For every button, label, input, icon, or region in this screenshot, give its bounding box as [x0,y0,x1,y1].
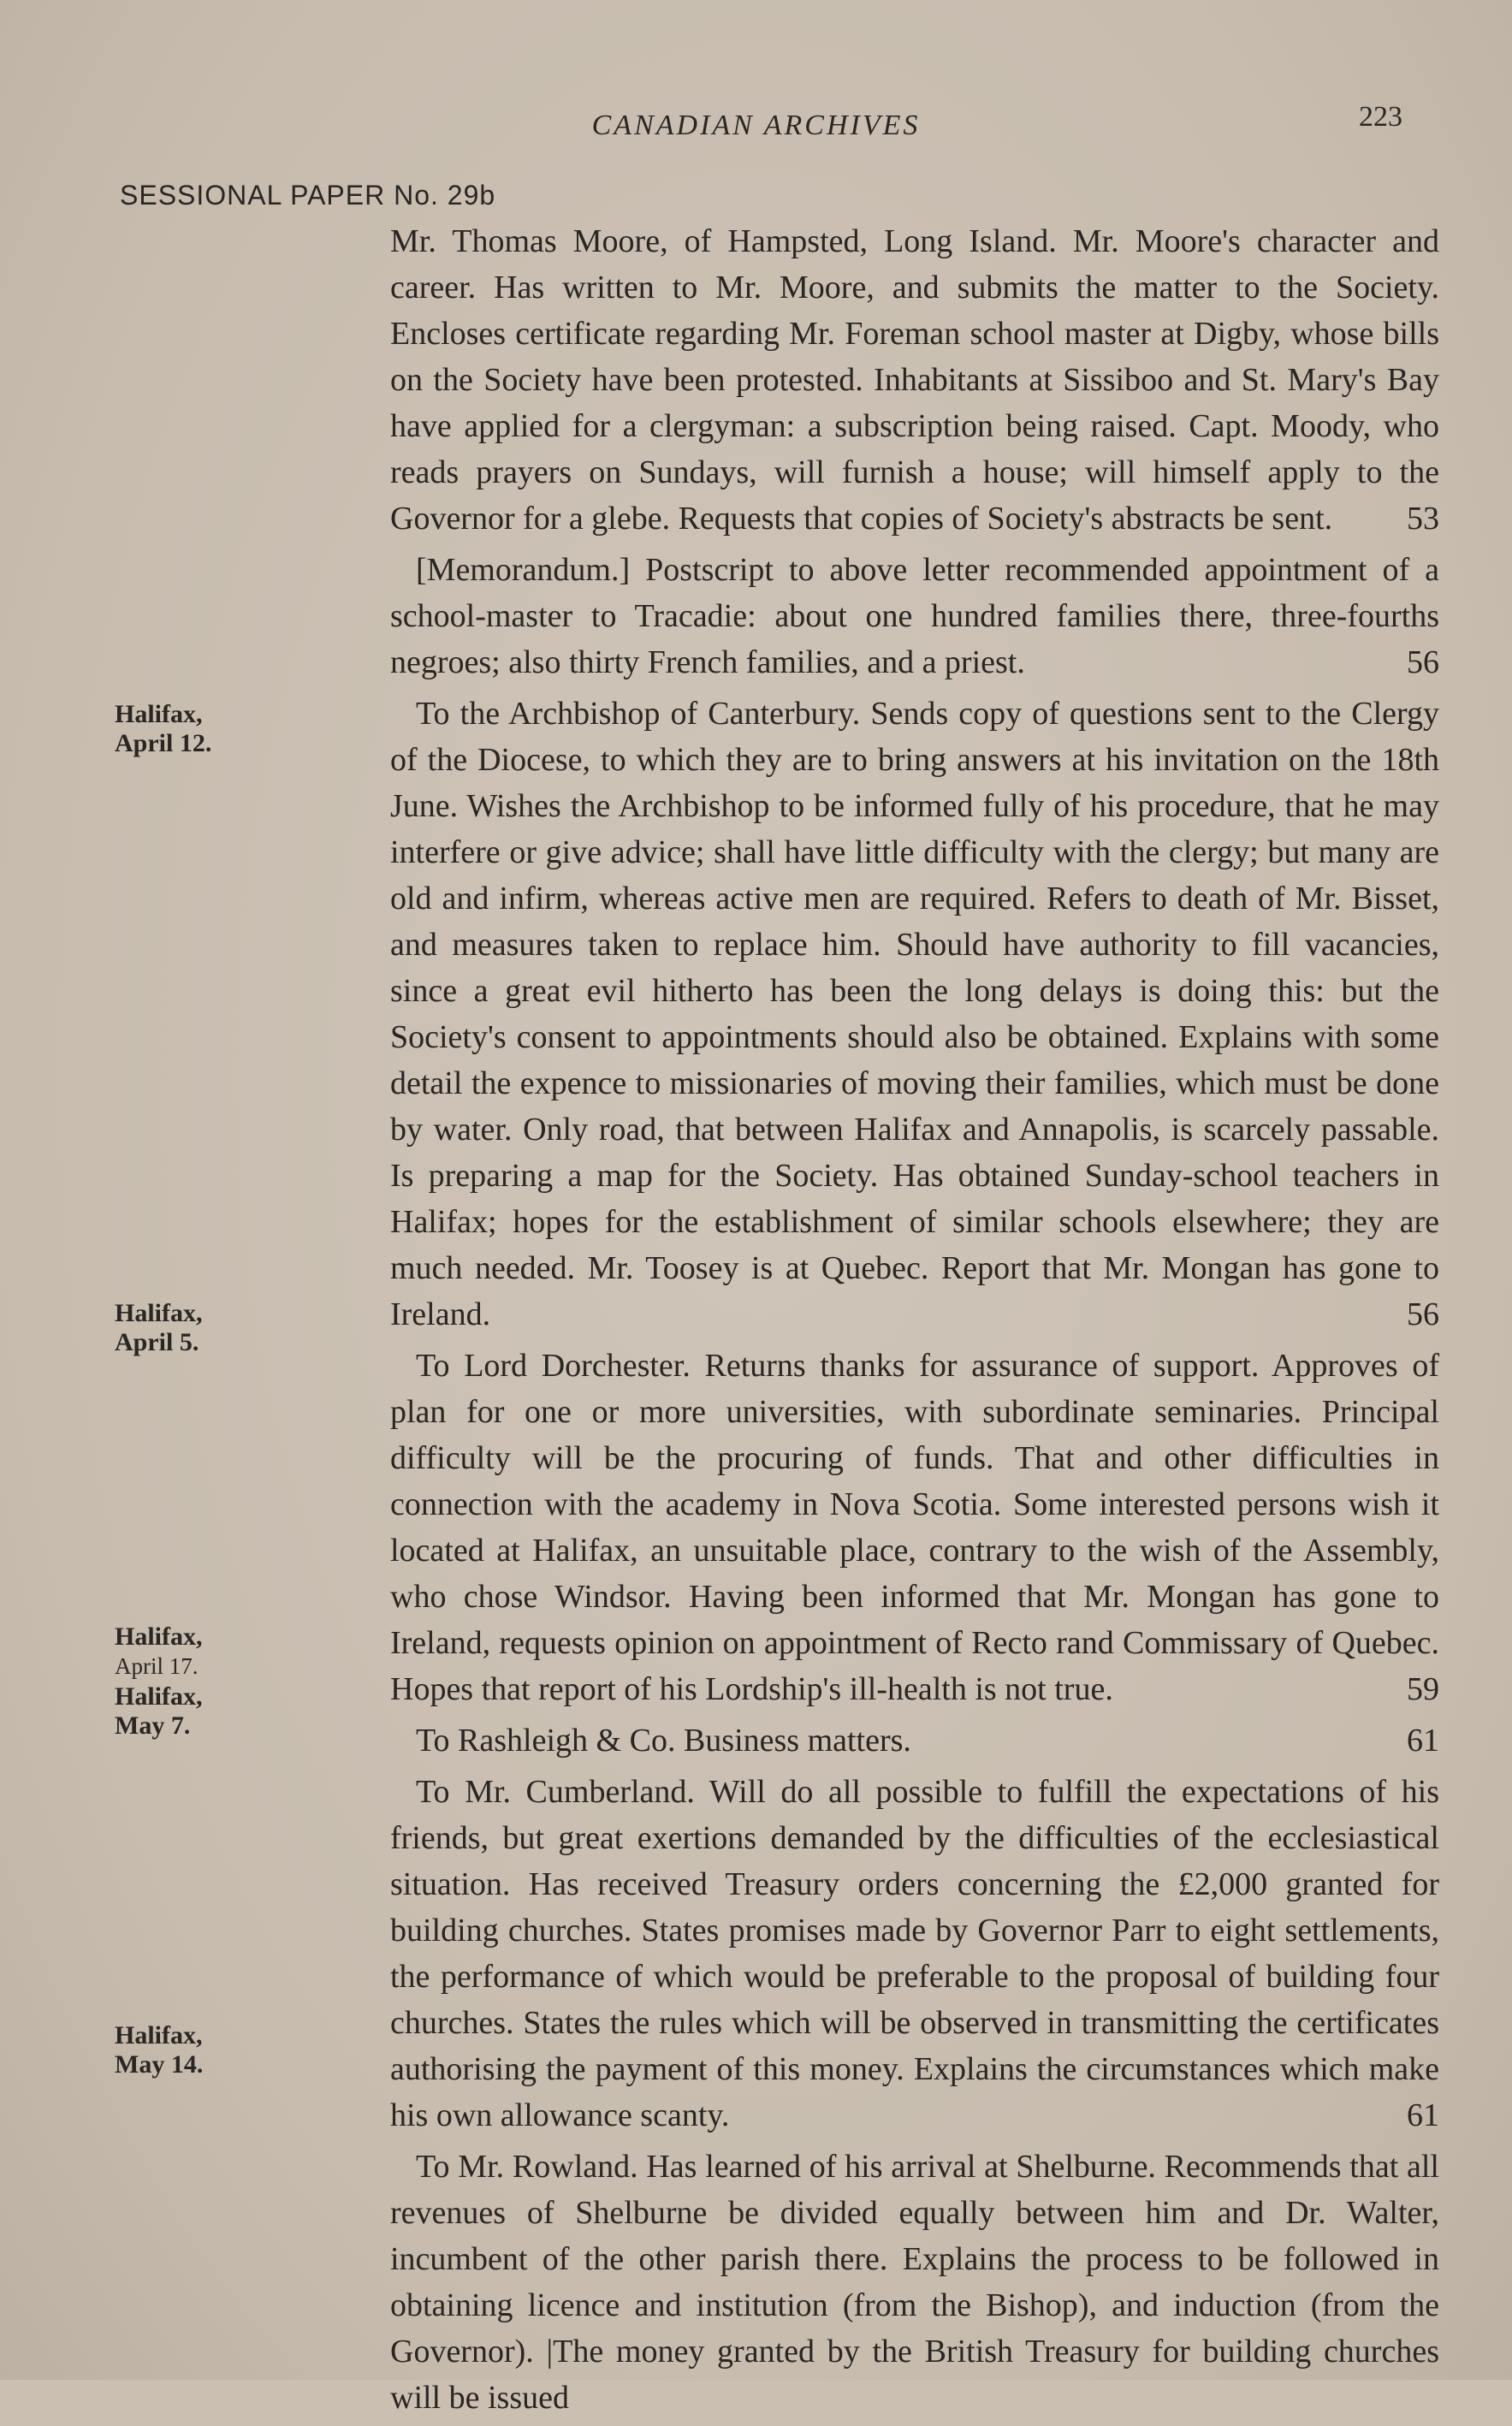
page-reference: 53 [1407,501,1439,537]
margin-note-place: Halifax, [115,700,203,728]
entry-text: [Memorandum.] Postscript to above letter recommended appointment of a school-master to Tracadie: about one hundred families there, three-fourths negroes; also thirty French families, and a priest. [390,552,1439,680]
page-reference: 61 [1407,1723,1439,1759]
calendar-entries [390,218,1439,2426]
running-title: CANADIAN ARCHIVES [591,110,921,141]
entry-rowland [390,2144,1439,2421]
page-reference: 61 [1407,2097,1439,2133]
entry-text: To Mr. Cumberland. Will do all possible to fulfill the expectations of his friends, but great exertions demanded by the difficulties of the ecclesiastical situation. Has received Treasury orders concerning the £2,000 granted for building churches. States promises made by Governor Parr to eight settlements, the performance of which would be preferable to the proposal of building four churches. States the rules which will be observed in transmitting the certificates authorising the payment of this money. Explains the circumstances which make his own allowance scanty. [390,1774,1439,2133]
margin-note-date: April 17. [115,1653,199,1679]
entry-text: To Lord Dorchester. Returns thanks for assurance of support. Approves of plan for one or more universities, with subordinate seminaries. Principal difficulty will be the procuring of funds. That and other difficulties in connection with the academy in Nova Scotia. Some interested persons wish it located at Halifax, an unsuitable place, contrary to the wish of the Assembly, who chose Windsor. Having been informed that Mr. Mongan has gone to Ireland, requests opinion on appointment of Recto rand Commissary of Quebec. Hopes that report of his Lordship's ill-health is not true. [390,1348,1439,1707]
entry-archbishop [390,691,1439,1338]
margin-note-place: Halifax, [115,1299,203,1327]
entry-text: To Mr. Rowland. Has learned of his arrival at Shelburne. Recommends that all revenues of Shelburne be divided equally between him and Dr. Walter, incumbent of the other parish there. Explains the process to be followed in obtaining licence and institution (from the Bishop), and induction (from the Governor). |The money granted by the British Treasury for building churches will be issued [390,2149,1439,2416]
margin-note-date: April 5. [115,1328,199,1356]
margin-note-date: May 7. [115,1711,191,1740]
margin-note-halifax-april-5 [115,1299,371,1357]
page-reference: 59 [1407,1671,1439,1707]
entry-text: To the Archbishop of Canterbury. Sends copy of questions sent to the Clergy of the Diocese, to which they are to bring answers at his invitation on the 18th June. Wishes the Archbishop to be informed fully of his procedure, that he may interfere or give advice; shall have little difficulty with the clergy; but many are old and infirm, whereas active men are required. Refers to death of Mr. Bisset, and measures taken to replace him. Should have authority to fill vacancies, since a great evil hitherto has been the long delays is doing this: but the Society's consent to appointments should also be obtained. Explains with some detail the expence to missionaries of moving their families, which must be done by water. Only road, that between Halifax and Annapolis, is scarcely passable. Is preparing a map for the Society. Has obtained Sunday-school teachers in Halifax; hopes for the establishment of similar schools elsewhere; they are much needed. Mr. Toosey is at Quebec. Report that Mr. Mongan has gone to Ireland. [390,696,1439,1332]
entry-memorandum [390,547,1439,685]
page-reference: 56 [1407,644,1439,680]
page-reference: 56 [1407,1296,1439,1332]
margin-note-halifax-may-14 [115,2021,371,2079]
page-number: 223 [1359,101,1402,133]
sessional-paper-label: SESSIONAL PAPER No. 29b [120,180,496,211]
entry-text: To Rashleigh & Co. Business matters. [416,1723,911,1759]
margin-note-place: Halifax, [115,2021,203,2049]
margin-note-place: Halifax, [115,1622,203,1651]
entry-moore [390,218,1439,542]
margin-note-halifax-april-12 [115,700,371,758]
margin-note-halifax-april-17 [115,1622,371,1681]
entry-cumberland [390,1769,1439,2138]
entry-rashleigh [390,1717,1439,1764]
margin-note-date: May 14. [115,2050,204,2079]
margin-note-halifax-may-7 [115,1682,371,1741]
entry-dorchester [390,1343,1439,1712]
margin-note-place: Halifax, [115,1682,203,1711]
margin-note-date: April 12. [115,729,212,757]
entry-text: Mr. Thomas Moore, of Hampsted, Long Island. Mr. Moore's character and career. Has written to Mr. Moore, and submits the matter to the Society. Encloses certificate regarding Mr. Foreman school master at Digby, whose bills on the Society have been protested. Inhabitants at Sissiboo and St. Mary's Bay have applied for a clergyman: a subscription being raised. Capt. Moody, who reads prayers on Sundays, will furnish a house; will himself apply to the Governor for a glebe. Requests that copies of Society's abstracts be sent. [390,223,1439,537]
